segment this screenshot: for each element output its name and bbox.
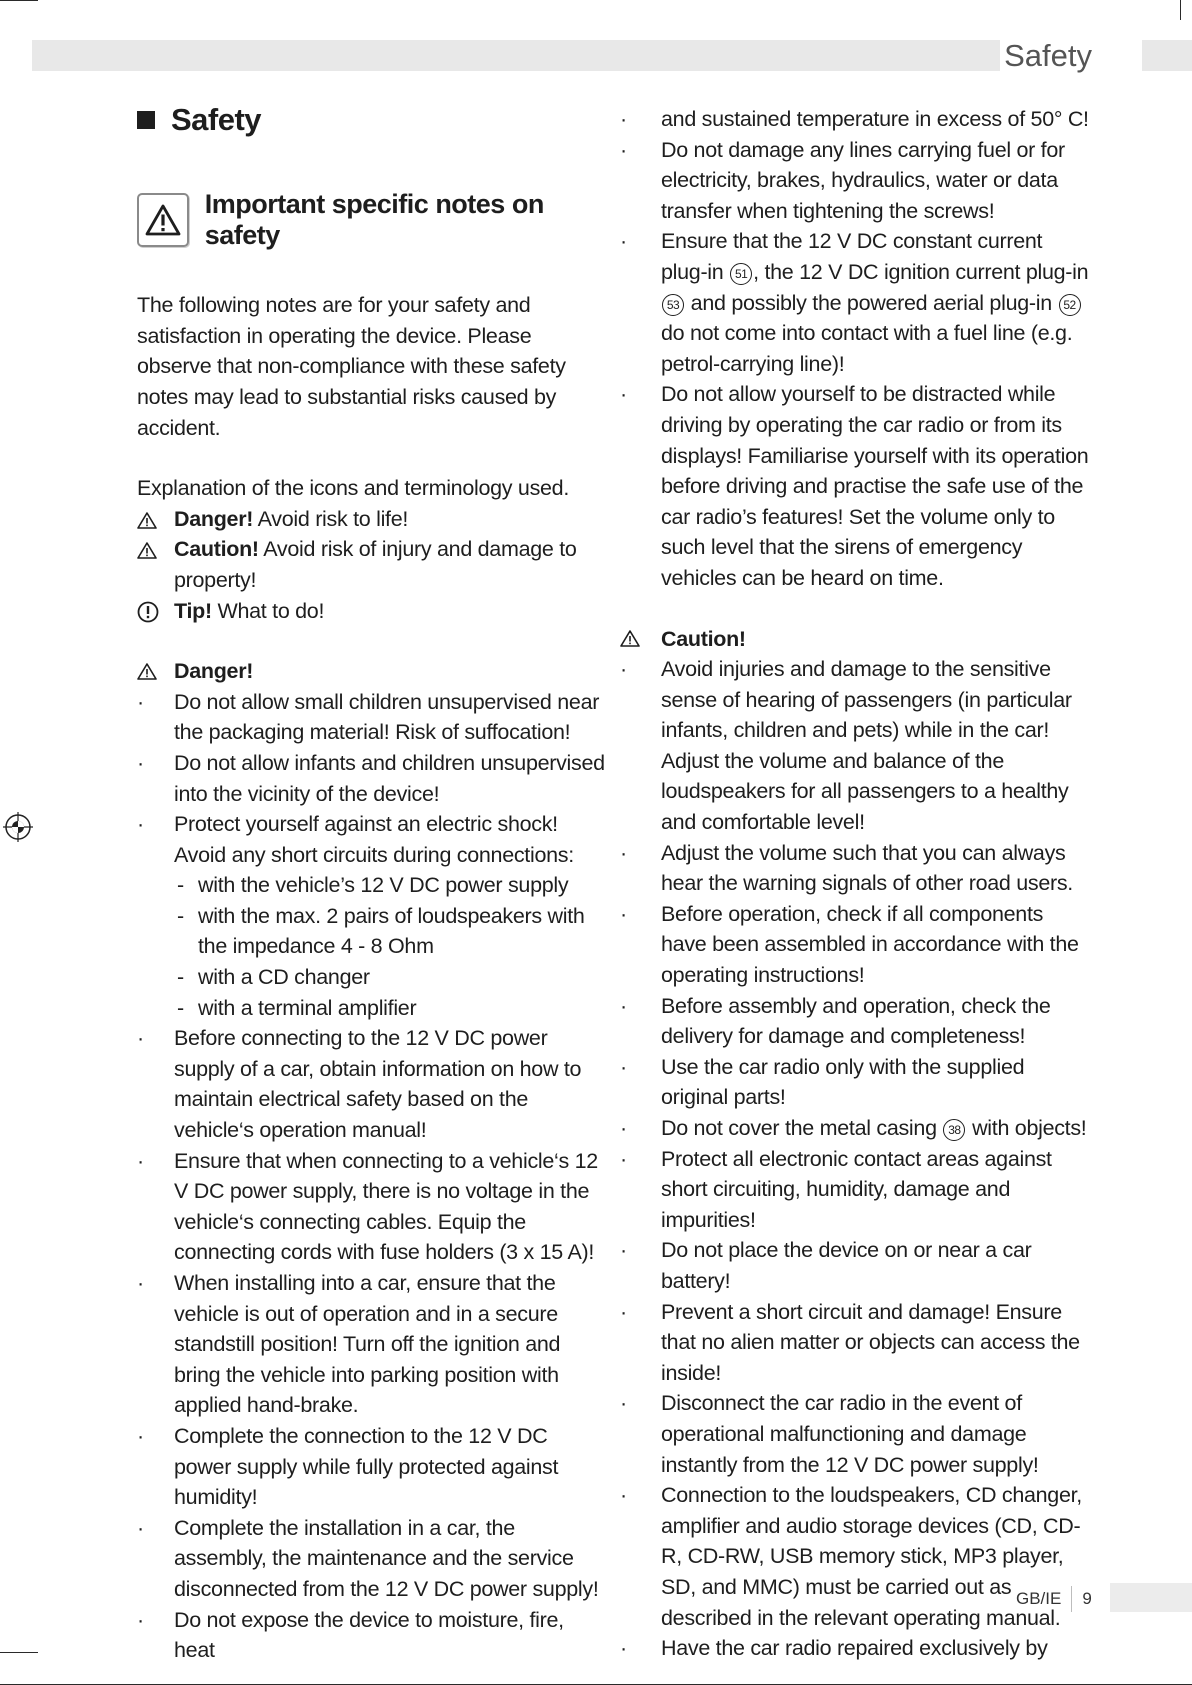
footer-divider xyxy=(1071,1586,1072,1612)
list-item: · Do not cover the metal casing 38 with objects! xyxy=(620,1113,1090,1144)
square-bullet-icon xyxy=(137,111,155,129)
warning-triangle-icon xyxy=(137,542,157,559)
sub-list-item: - with a terminal amplifier xyxy=(174,993,607,1024)
footer-band xyxy=(1110,1583,1192,1612)
list-item: · Complete the installation in a car, the assembly, the maintenance and the service disconnected from the 12 V DC power supply! xyxy=(137,1513,607,1605)
running-header: Safety xyxy=(1004,38,1092,73)
crop-mark xyxy=(0,0,38,1)
reference-number-badge: 52 xyxy=(1059,294,1081,316)
section-title: Safety xyxy=(137,104,607,136)
legend-caution: Caution! Avoid risk of injury and damage to property! xyxy=(137,534,607,595)
sub-list-item: - with a CD changer xyxy=(174,962,607,993)
list-item: · Complete the connection to the 12 V DC power supply while fully protected against humidity! xyxy=(137,1421,607,1513)
warning-triangle-icon xyxy=(145,204,181,236)
crop-mark xyxy=(1180,0,1181,20)
crop-mark xyxy=(0,1652,38,1653)
list-item: · When installing into a car, ensure that the vehicle is out of operation and in a secure standstill position! Turn off the ignition and bring the vehicle into parking position with applied hand-brake. xyxy=(137,1268,607,1421)
important-notice xyxy=(137,189,607,250)
locale-label: GB/IE xyxy=(1016,1589,1062,1608)
list-item: · Do not allow small children unsupervised near the packaging material! Risk of suffocation! xyxy=(137,687,607,748)
legend-tip: Tip! What to do! xyxy=(137,596,607,627)
list-item: · Ensure that the 12 V DC constant current plug-in 51 , the 12 V DC ignition current plug-in 53 and possibly the powered aerial plug-in 52 do not come into contact with a fuel line (e.g. petrol-carrying line)! xyxy=(620,226,1090,379)
list-item: · Do not expose the device to moisture, fire, heat xyxy=(137,1605,607,1666)
list-item: · Protect yourself against an electric shock! Avoid any short circuits during connections: - with the vehicle’s 12 V DC power supply - with the max. 2 pairs of loudspeakers with the impedance 4 - 8 Ohm - with a CD changer - with a terminal amplifier xyxy=(137,809,607,1023)
right-column xyxy=(620,104,1090,1664)
intro-paragraph: The following notes are for your safety and satisfaction in operating the device. Please observe that non-compliance with these safety notes may lead to substantial risks caused by accident. xyxy=(137,293,566,440)
list-item: · Do not allow yourself to be distracted while driving by operating the car radio or from its displays! Familiarise yourself with its operation before driving and practise the safe use of the car radio’s features! Set the volume only to such level that the sirens of emergency vehicles can be heard on time. xyxy=(620,379,1090,593)
legend-danger: Danger! Avoid risk to life! xyxy=(137,504,607,535)
list-item: · Have the car radio repaired exclusively by xyxy=(620,1633,1090,1664)
caution-list xyxy=(620,654,1090,1664)
notice-title: Important specific notes on safety xyxy=(204,189,544,250)
list-item: · Adjust the volume such that you can always hear the warning signals of other road users. xyxy=(620,838,1090,899)
warning-triangle-icon xyxy=(137,663,157,680)
page-footer xyxy=(1016,1586,1092,1612)
list-item: · Use the car radio only with the supplied original parts! xyxy=(620,1052,1090,1113)
danger-list xyxy=(137,687,607,1666)
reference-number-badge: 51 xyxy=(730,263,752,285)
caution-heading: Caution! xyxy=(620,624,1090,655)
left-column xyxy=(137,104,607,1666)
list-item: · Before connecting to the 12 V DC power supply of a car, obtain information on how to maintain electrical safety based on the vehicle‘s operation manual! xyxy=(137,1023,607,1145)
reference-number-badge: 53 xyxy=(662,294,684,316)
list-item: · Do not allow infants and children unsupervised into the vicinity of the device! xyxy=(137,748,607,809)
list-item: · Before operation, check if all components have been assembled in accordance with the operating instructions! xyxy=(620,899,1090,991)
list-item: · Do not damage any lines carrying fuel or for electricity, brakes, hydraulics, water or data transfer when tightening the screws! xyxy=(620,135,1090,227)
warning-triangle-icon xyxy=(137,512,157,529)
list-item: · Disconnect the car radio in the event of operational malfunctioning and damage instantly from the 12 V DC power supply! xyxy=(620,1388,1090,1480)
list-item-continuation: · and sustained temperature in excess of 50° C! xyxy=(620,104,1090,135)
continued-danger-list xyxy=(620,104,1090,135)
list-item: · Protect all electronic contact areas against short circuiting, humidity, damage and impurities! xyxy=(620,1144,1090,1236)
list-item: · Avoid injuries and damage to the sensitive sense of hearing of passengers (in particular infants, children and pets) while in the car! Adjust the volume and balance of the loudspeakers for all passengers to a healthy and comfortable level! xyxy=(620,654,1090,838)
list-item: · Connection to the loudspeakers, CD changer, amplifier and audio storage devices (CD, CD-R, CD-RW, USB memory stick, MP3 player, SD, and MMC) must be carried out as described in the relevant operating manual. xyxy=(620,1480,1090,1633)
list-item: · Before assembly and operation, check the delivery for damage and completeness! xyxy=(620,991,1090,1052)
warning-box-icon xyxy=(137,193,189,247)
list-item: · Prevent a short circuit and damage! Ensure that no alien matter or objects can access the inside! xyxy=(620,1297,1090,1389)
danger-heading: Danger! xyxy=(137,656,607,687)
list-item: · Do not place the device on or near a car battery! xyxy=(620,1235,1090,1296)
registration-mark-icon xyxy=(3,812,33,842)
short-circuit-sublist xyxy=(174,870,607,1023)
warning-triangle-icon xyxy=(620,630,640,647)
explanation-line: Explanation of the icons and terminology used. xyxy=(137,476,570,501)
reference-number-badge: 38 xyxy=(943,1119,965,1141)
sub-list-item: - with the vehicle’s 12 V DC power supply xyxy=(174,870,607,901)
sub-list-item: - with the max. 2 pairs of loudspeakers with the impedance 4 - 8 Ohm xyxy=(174,901,607,962)
danger-list-continued xyxy=(620,135,1090,594)
page-number: 9 xyxy=(1082,1589,1092,1608)
exclamation-circle-icon xyxy=(137,601,159,623)
list-item: · Ensure that when connecting to a vehicle‘s 12 V DC power supply, there is no voltage in the vehicle‘s connecting cables. Equip the connecting cords with fuse holders (3 x 15 A)! xyxy=(137,1146,607,1268)
